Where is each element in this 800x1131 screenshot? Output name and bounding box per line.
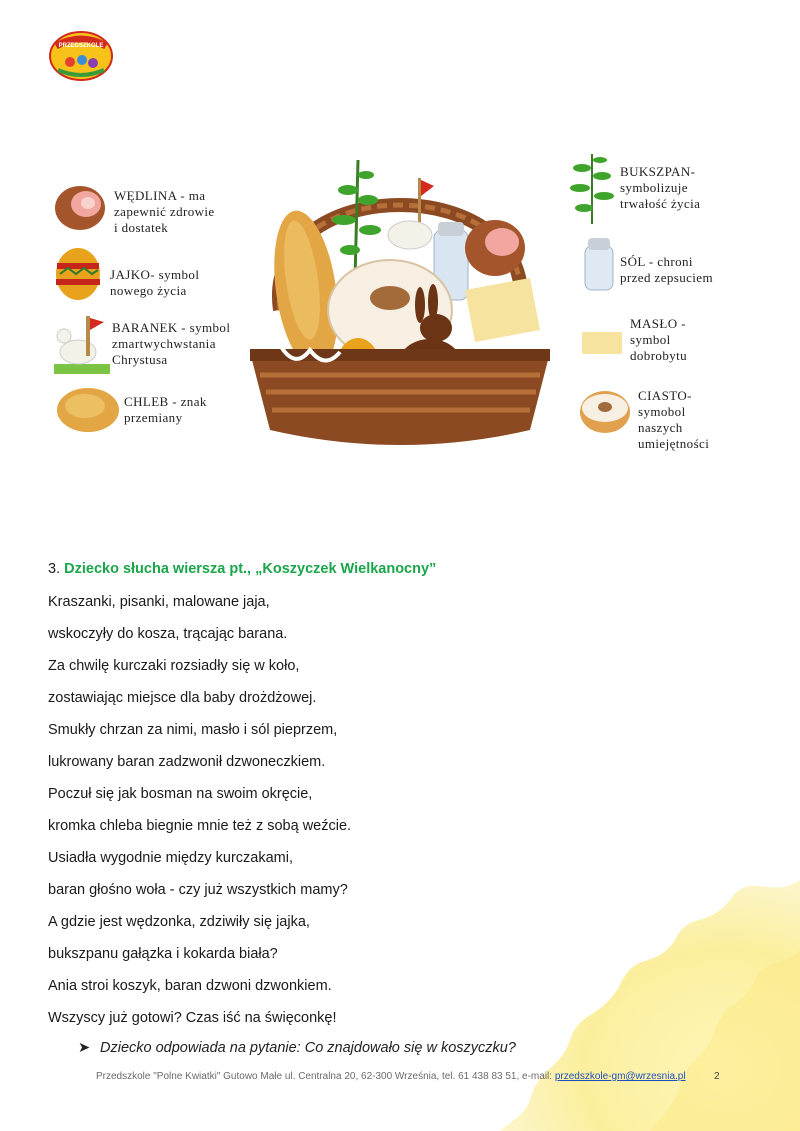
question-text: Dziecko odpowiada na pytanie: Co znajdowało się w koszyczku? (100, 1040, 516, 1056)
legend-cake-text: CIASTO- symobol naszych umiejętności (638, 388, 710, 451)
salt-shaker-icon (582, 236, 616, 292)
poem-line: kromka chleba biegnie mnie też z sobą weźcie. (48, 818, 352, 834)
poem-line: A gdzie jest wędzonka, zdziwiły się jajka, (48, 914, 310, 930)
poem-line: Ania stroi koszyk, baran dzwoni dzwonkiem. (48, 978, 332, 994)
poem-line: Wszyscy już gotowi? Czas iść na święconkę! (48, 1010, 337, 1026)
footer-email-link[interactable]: przedszkole-gm@wrzesnia.pl (554, 1071, 686, 1082)
kindergarten-logo (48, 30, 114, 82)
legend-bread-text: CHLEB - znak przemiany (124, 394, 207, 425)
page-number: 2 (714, 1071, 720, 1082)
lamb-icon (52, 312, 112, 376)
poem-line: bukszpanu gałązka i kokarda biała? (48, 946, 278, 962)
legend-boxwood-text: BUKSZPAN- symbolizuje trwałość życia (620, 164, 701, 211)
poem-line: zostawiając miejsce dla baby drożdżowej. (48, 690, 317, 706)
bread-icon (55, 384, 121, 434)
legend-butter-text: MASŁO - symbol dobrobytu (630, 316, 688, 363)
sun-decoration (500, 860, 800, 1131)
section-title: Dziecko słucha wiersza pt., „Koszyczek Wielkanocny” (64, 561, 437, 577)
poem-line: wskoczyły do kosza, trącając barana. (48, 626, 288, 642)
section-number: 3. (48, 561, 65, 577)
page-footer (96, 1071, 686, 1082)
section-heading (48, 561, 436, 577)
ham-icon (52, 178, 108, 234)
logo-lettering: PRZEDSZKOLE (58, 43, 104, 49)
question-bullet (78, 1040, 516, 1056)
legend-lamb-text: BARANEK - symbol zmartwychwstania Chrystusa (112, 320, 231, 367)
cake-icon (578, 386, 632, 436)
legend-egg-text: JAJKO- symbol nowego życia (110, 267, 200, 298)
poem-line: Usiadła wygodnie między kurczakami, (48, 850, 293, 866)
poem-line: lukrowany baran zadzwonił dzwoneczkiem. (48, 754, 326, 770)
legend-salt-text: SÓL - chroni przed zepsuciem (620, 254, 713, 285)
easter-basket-illustration (240, 130, 560, 460)
poem-line: Smukły chrzan za nimi, masło i sól pieprzem, (48, 722, 338, 738)
poem-line: Poczuł się jak bosman na swoim okręcie, (48, 786, 313, 802)
poem-line: Za chwilę kurczaki rozsiadły się w koło, (48, 658, 300, 674)
egg-icon (54, 246, 102, 302)
arrow-bullet-icon: ➤ (78, 1040, 91, 1056)
butter-icon (580, 330, 624, 356)
boxwood-icon (566, 150, 618, 226)
poem-line: baran głośno woła - czy już wszystkich mamy? (48, 882, 348, 898)
legend-ham-text: WĘDLINA - ma zapewnić zdrowie i dostatek (114, 188, 215, 235)
footer-address: Przedszkole "Polne Kwiatki" Gutowo Małe ul. Centralna 20, 62-300 Września, tel. 61 438 83 51, e-mail: (96, 1071, 555, 1082)
poem-line: Kraszanki, pisanki, malowane jaja, (48, 594, 270, 610)
